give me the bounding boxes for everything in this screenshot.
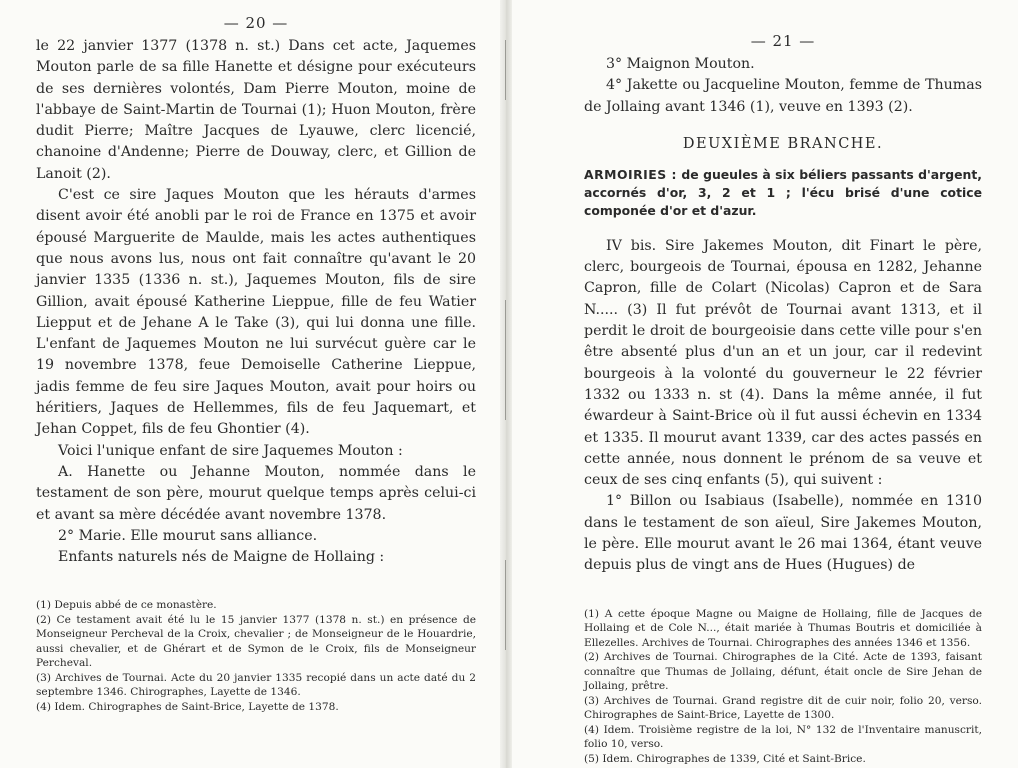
footnote: (3) Archives de Tournai. Acte du 20 janvier 1335 recopié dans un acte daté du 2 septembre 1346. Chirographes, Layette de 1346. — [36, 671, 476, 699]
paragraph: 2° Marie. Elle mourut sans alliance. — [58, 527, 318, 544]
right-page — [512, 0, 1018, 768]
gutter-line — [505, 40, 506, 100]
paragraph: le 22 janvier 1377 (1378 n. st.) Dans cet acte, Jaquemes Mouton parle de sa fille Hanette et désigne pour exécuteurs de ses dernières volontés, Dam Pierre Mouton, moine de l'abbaye de Saint-Martin de Tournai (1); Huon Mouton, frère dudit Pierre; Maître Jacques de Lyauwe, clerc licencié, chanoine d'Andenne; Pierre de Douway, clerc, et Gillion de Lanoit (2). — [36, 38, 476, 182]
left-body — [36, 36, 476, 568]
page-number-left: — 20 — — [223, 14, 289, 32]
page-number-right: — 21 — — [750, 32, 816, 50]
footnote: (4) Idem. Chirographes de Saint-Brice, Layette de 1378. — [36, 700, 339, 713]
right-body — [584, 236, 982, 577]
left-page — [0, 0, 500, 768]
paragraph: Voici l'unique enfant de sire Jaquemes Mouton : — [58, 442, 403, 459]
section-heading: DEUXIÈME BRANCHE. — [682, 135, 884, 152]
gutter-line — [505, 560, 506, 650]
footnote: (5) Idem. Chirographes de 1339, Cité et Saint-Brice. — [584, 752, 866, 765]
armoiries-text: de gueules à six béliers passants d'argent, accornés d'or, 3, 2 et 1 ; l'écu brisé d'une cotice componée d'or et d'azur. — [584, 166, 982, 218]
footnote: (1) A cette époque Magne ou Maigne de Hollaing, fille de Jacques de Hollaing et de Cole N..., était mariée à Thumas Boutris et domiciliée à Ellezelles. Archives de Tournai. Chirographes des années 1346 et 1356. — [584, 607, 982, 649]
footnote: (2) Archives de Tournai. Chirographes de la Cité. Acte de 1393, faisant connaître que Thumas de Jollaing, défunt, était oncle de Sire Jehan de Jollaing, prêtre. — [584, 651, 982, 693]
gutter-line — [505, 300, 506, 420]
paragraph: 4° Jakette ou Jacqueline Mouton, femme de Thumas de Jollaing avant 1346 (1), veuve en 1393 (2). — [584, 77, 982, 115]
paragraph: IV bis. Sire Jakemes Mouton, dit Finart le père, clerc, bourgeois de Tournai, épousa en 1282, Jehanne Capron, fille de Colart (Nicolas) Capron et de Sara N..... (3) Il fut prévôt de Tournai avant 1313, et il perdit le droit de bourgeoisie dans cette ville pour s'en être absenté plus d'un an et un jour, car il redevint bourgeois à la volonté du gouverneur le 22 février 1332 ou 1333 n. st (4). Dans la même année, il fut éwardeur à Saint-Brice où il fut aussi échevin en 1334 et 1335. Il mourut avant 1339, car des actes passés en cette année, nous donnent le prénom de sa veuve et ceux de ses cinq enfants (5), qui suivent : — [584, 237, 982, 489]
right-body-top — [584, 54, 982, 118]
armoiries — [584, 166, 982, 220]
footnote: (4) Idem. Troisième registre de la loi, N° 132 de l'Inventaire manuscrit, folio 10, verso. — [584, 723, 982, 751]
right-footnotes — [584, 607, 982, 767]
paragraph: 3° Maignon Mouton. — [606, 56, 755, 72]
footnote: (3) Archives de Tournai. Grand registre dit de cuir noir, folio 20, verso. Chirographes de Saint-Brice, Layette de 1300. — [584, 694, 982, 722]
paragraph: A. Hanette ou Jehanne Mouton, nommée dans le testament de son père, mourut quelque temps après celui-ci et avant sa mère décédée avant novembre 1378. — [36, 463, 476, 523]
paragraph: 1° Billon ou Isabiaus (Isabelle), nommée en 1310 dans le testament de son aïeul, Sire Jakemes Mouton, le père. Elle mourut avant le 26 mai 1364, étant veuve depuis plus de vingt ans de Hues (Hugues) de — [584, 493, 982, 574]
armoiries-label: ARMOIRIES : — [584, 166, 677, 182]
paragraph: C'est ce sire Jaques Mouton que les hérauts d'armes disent avoir été anobli par le roi de France en 1375 et avoir épousé Marguerite de Maulde, mais les actes authentiques que nous avons lus, nous ont fait connaître qu'avant le 20 janvier 1335 (1336 n. st.), Jaquemes Mouton, fils de sire Gillion, avait épousé Katherine Lieppue, fille de feu Watier Liepput et de Jehane A le Take (3), qui lui donna une fille. L'enfant de Jaquemes Mouton ne lui survécut guère car le 19 novembre 1378, feue Demoiselle Catherine Lieppue, jadis femme de feu sire Jaques Mouton, avait pour hoirs ou héritiers, Jaques de Hellemmes, fils de feu Jaquemart, et Jehan Coppet, fils de feu Ghontier (4). — [36, 187, 476, 438]
footnote: (2) Ce testament avait été lu le 15 janvier 1377 (1378 n. st.) en présence de Monseigneur Percheval de la Croix, chevalier ; de Monseigneur de le Houardrie, aussi chevalier, et de Ghérart et de Symon de le Croix, fils de Monseigneur Percheval. — [36, 613, 476, 670]
footnote: (1) Depuis abbé de ce monastère. — [36, 599, 217, 612]
left-footnotes — [36, 598, 476, 714]
book-gutter — [500, 0, 512, 768]
paragraph: Enfants naturels nés de Maigne de Hollaing : — [58, 549, 385, 566]
